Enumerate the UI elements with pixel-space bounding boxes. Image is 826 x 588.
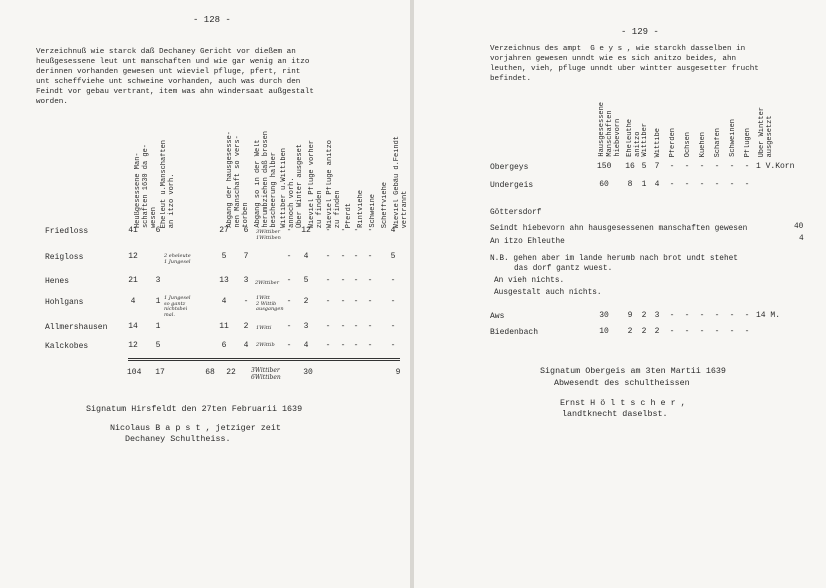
column-header: Wieviel Gebäu d.Feindt vertrannt [393, 135, 409, 228]
table-cell: - [286, 297, 292, 306]
table-cell: - [353, 297, 359, 306]
table-cell: 1 [155, 322, 161, 331]
text-line: An vieh nichts. [494, 277, 565, 285]
table-cell: - [684, 180, 690, 189]
table-cell: - [669, 311, 675, 320]
table-cell: - [325, 297, 331, 306]
table-cell: 2 [641, 311, 647, 320]
table-cell: 16 [625, 162, 635, 171]
table-cell: 7 [243, 252, 249, 261]
column-headers [0, 110, 410, 228]
table-cell: 12 [128, 252, 138, 261]
table-cell: - [744, 162, 750, 171]
column-header: Scheffviehe [381, 181, 389, 228]
table-cell: - [286, 276, 292, 285]
handwritten-note: 1Witt 2 Wittib ausgangen [256, 295, 284, 312]
handwritten-note: 2Wittiber [255, 280, 279, 286]
column-header: Schweine [369, 194, 377, 228]
column-header: Pferdt [345, 202, 353, 228]
table-cell: 4 [390, 226, 396, 235]
table-cell: 5 [303, 276, 309, 285]
text-line: N.B. gehen aber im lande herumb nach brot undt stehet [490, 255, 738, 263]
table-cell: - [325, 226, 331, 235]
column-headers [414, 85, 826, 157]
table-cell: - [669, 327, 675, 336]
row-label: Reigloss [45, 253, 84, 262]
column-header: Ochsen [684, 131, 692, 157]
table-cell: 14 M. [756, 311, 781, 320]
left-page [0, 0, 410, 588]
table-cell: 3 [303, 322, 309, 331]
table-cell: 5 [221, 252, 227, 261]
table-cell: 4 [303, 252, 309, 261]
column-header: Pflugen [744, 127, 752, 157]
table-cell: - [340, 276, 346, 285]
table-cell: - [367, 276, 373, 285]
table-cell: - [340, 226, 346, 235]
table-cell: 6 [221, 341, 227, 350]
table-cell: 1 V.Korn [756, 162, 795, 171]
table-cell: - [744, 327, 750, 336]
table-cell: - [390, 341, 396, 350]
column-header: Wittibe [654, 127, 662, 157]
table-cell: - [744, 180, 750, 189]
column-header: Eheleuthe anitzo [626, 119, 642, 157]
table-cell: 6 [155, 226, 161, 235]
table-cell: - [699, 311, 705, 320]
table-cell: 4 [221, 297, 227, 306]
text-value: 4 [799, 235, 804, 243]
intro-text: Verzeichnus des ampt G e y s , wie starckh dasselben in vorjahren gewesen unndt wie es sich anitzo beides, ahn leuthen, vieh, pfluge unndt uber wintter ausgesetter frucht befindet. [490, 45, 759, 83]
table-cell: - [286, 322, 292, 331]
table-cell: 2 [654, 327, 660, 336]
column-header: Wittiber u.Wittiben annoch vorh. [280, 148, 296, 228]
table-cell: - [699, 180, 705, 189]
column-header: Schafen [714, 127, 722, 157]
table-cell: - [684, 162, 690, 171]
table-cell: - [325, 322, 331, 331]
text-value: 40 [794, 223, 804, 231]
table-cell: - [353, 276, 359, 285]
table-cell: 9 [627, 311, 633, 320]
table-cell: 2 [243, 322, 249, 331]
table-cell: - [367, 322, 373, 331]
table-cell: - [286, 341, 292, 350]
row-label: Biedenbach [490, 328, 539, 337]
table-cell: 12 [301, 226, 311, 235]
table-cell: - [340, 322, 346, 331]
right-page [414, 0, 826, 588]
table-cell: 5 [155, 341, 161, 350]
column-header: Abgang der hausgesesse- nen Manschaft so vers- torben [226, 131, 250, 228]
sum-rule [128, 360, 400, 361]
total-value: 30 [303, 368, 313, 377]
table-cell: 30 [599, 311, 609, 320]
column-header: Über Winter ausgeset [296, 143, 304, 228]
table-cell: 5 [641, 162, 647, 171]
row-label: Aws [490, 312, 505, 321]
text-line: Ausgestalt auch nichts. [494, 289, 602, 297]
table-cell: - [286, 252, 292, 261]
table-cell: 14 [128, 322, 138, 331]
column-header: Schweinen [729, 119, 737, 157]
table-cell: 1 [155, 297, 161, 306]
table-cell: 2 [641, 327, 647, 336]
total-value: 104 [127, 368, 142, 377]
table-cell: - [390, 322, 396, 331]
table-cell: 3 [155, 276, 161, 285]
table-cell: - [353, 322, 359, 331]
table-cell: - [353, 341, 359, 350]
table-cell: - [367, 341, 373, 350]
column-header: Uber Wintter ausgesetzt [758, 106, 774, 157]
table-cell: - [699, 162, 705, 171]
handwritten-note: 2Wittib [256, 342, 275, 348]
table-cell: 2 [627, 327, 633, 336]
table-cell: 150 [597, 162, 612, 171]
table-cell: - [714, 162, 720, 171]
table-cell: 4 [243, 341, 249, 350]
table-cell: 11 [219, 322, 229, 331]
total-value: 17 [155, 368, 165, 377]
table-cell: 10 [599, 327, 609, 336]
row-label: Undergeis [490, 181, 534, 190]
absent-note: Abwesendt des schultheissen [554, 378, 690, 388]
table-cell: - [390, 297, 396, 306]
table-cell: 3 [654, 311, 660, 320]
signature-line: Signatum Obergeis am 3ten Martii 1639 [540, 366, 726, 376]
table-cell: - [340, 341, 346, 350]
signer-name: Nicolaus B a p s t , jetziger zeit [110, 423, 281, 433]
sum-rule [128, 358, 400, 359]
section-title: Göttersdorf [490, 209, 542, 217]
table-cell: 1 [641, 180, 647, 189]
column-header: Abgang so in der Welt herumbziehen daß brosen bescheerung halber [254, 131, 278, 228]
text-line: Seindt hiebevorn ahn hausgesessenen manschaften gewesen [490, 225, 748, 233]
table-cell: 6 [243, 226, 249, 235]
signer-name: Ernst H ö l t s c h e r , [560, 398, 686, 408]
signature-line: Signatum Hirsfeldt den 27ten Februarii 1639 [86, 404, 303, 414]
table-cell: - [340, 297, 346, 306]
total-value: 22 [226, 368, 236, 377]
signer-title: Dechaney Schultheiss. [125, 434, 231, 444]
column-header: Heußgesessene Man- schaften 1630 da ge- wesen [134, 143, 158, 228]
handwritten-note: 3Wittiber 6Wittiben [251, 367, 281, 381]
table-cell: 2 [303, 297, 309, 306]
table-cell: 41 [128, 226, 138, 235]
column-header: Pferden [669, 127, 677, 157]
column-header: Wieviel Pfluge anitzo zu finden [326, 139, 342, 228]
table-cell: - [367, 297, 373, 306]
table-cell: - [390, 276, 396, 285]
page-number: - 128 - [193, 15, 231, 25]
table-cell: - [729, 327, 735, 336]
table-cell: 5 [390, 252, 396, 261]
table-cell: 60 [599, 180, 609, 189]
table-cell: - [367, 252, 373, 261]
row-label: Obergeys [490, 163, 529, 172]
handwritten-note: 2 eheleute 1 Jungesel [164, 253, 191, 265]
table-cell: - [325, 252, 331, 261]
row-label: Henes [45, 277, 70, 286]
table-cell: - [353, 252, 359, 261]
text-line: An itzo Ehleuthe [490, 238, 565, 246]
handwritten-note: 3Wittiber 1Wittiben [256, 229, 281, 241]
table-cell: - [340, 252, 346, 261]
page-number: - 129 - [621, 27, 659, 37]
table-cell: - [684, 327, 690, 336]
table-cell: - [699, 327, 705, 336]
table-cell: - [714, 180, 720, 189]
row-label: Allmershausen [45, 323, 108, 332]
table-cell: 3 [243, 276, 249, 285]
total-value: 9 [395, 368, 401, 377]
handwritten-note: 1Witti [256, 325, 272, 331]
table-cell: - [714, 311, 720, 320]
table-cell: 13 [219, 276, 229, 285]
table-cell: 27 [219, 226, 229, 235]
row-label: Hohlgans [45, 298, 84, 307]
intro-text: Verzeichnuß wie starck daß Dechaney Gericht vor dießem an heußgesessene leut unt manschaften und wie gar wenig an itzo derinnen vorhanden gewesen unt wieviel pfluge, pfert, rint unt scheffviehe unt schweine vorhanden, auch was durch den Feindt vor gebau vertrant, item was ahn windersaat außgestalt worden. [36, 48, 314, 106]
table-cell: - [243, 297, 249, 306]
table-cell: 4 [654, 180, 660, 189]
row-label: Kalckobes [45, 342, 89, 351]
column-header: Kuehen [699, 131, 707, 157]
table-cell: - [669, 180, 675, 189]
column-header: Hausgesessene Manschaften hiebevorn [598, 102, 622, 157]
table-cell: - [367, 226, 373, 235]
total-value: 68 [205, 368, 215, 377]
table-cell: - [684, 311, 690, 320]
table-cell: - [729, 180, 735, 189]
table-cell: 4 [303, 341, 309, 350]
column-header: Wieviel Pfluge vorher zu finden [308, 139, 324, 228]
text-line: das dorf gantz wuest. [514, 265, 613, 273]
table-cell: 4 [130, 297, 136, 306]
table-cell: - [714, 327, 720, 336]
table-cell: - [669, 162, 675, 171]
table-cell: - [325, 341, 331, 350]
table-cell: - [325, 276, 331, 285]
signer-title: landtknecht daselbst. [562, 409, 668, 419]
row-label: Friedloss [45, 227, 89, 236]
table-cell: 8 [627, 180, 633, 189]
table-cell: - [729, 162, 735, 171]
column-header: Wittiber [641, 123, 649, 157]
handwritten-note: 1 Jungesel so gantz nichtsbei mal. [164, 295, 191, 318]
table-cell: 12 [128, 341, 138, 350]
column-header: Rintviehe [357, 190, 365, 228]
table-cell: - [744, 311, 750, 320]
table-cell: 7 [654, 162, 660, 171]
table-cell: - [729, 311, 735, 320]
table-cell: 21 [128, 276, 138, 285]
table-cell: - [353, 226, 359, 235]
table-cell: - [286, 226, 292, 235]
column-header: Eheleut u.Manschaften an itzo vorh. [160, 139, 176, 228]
